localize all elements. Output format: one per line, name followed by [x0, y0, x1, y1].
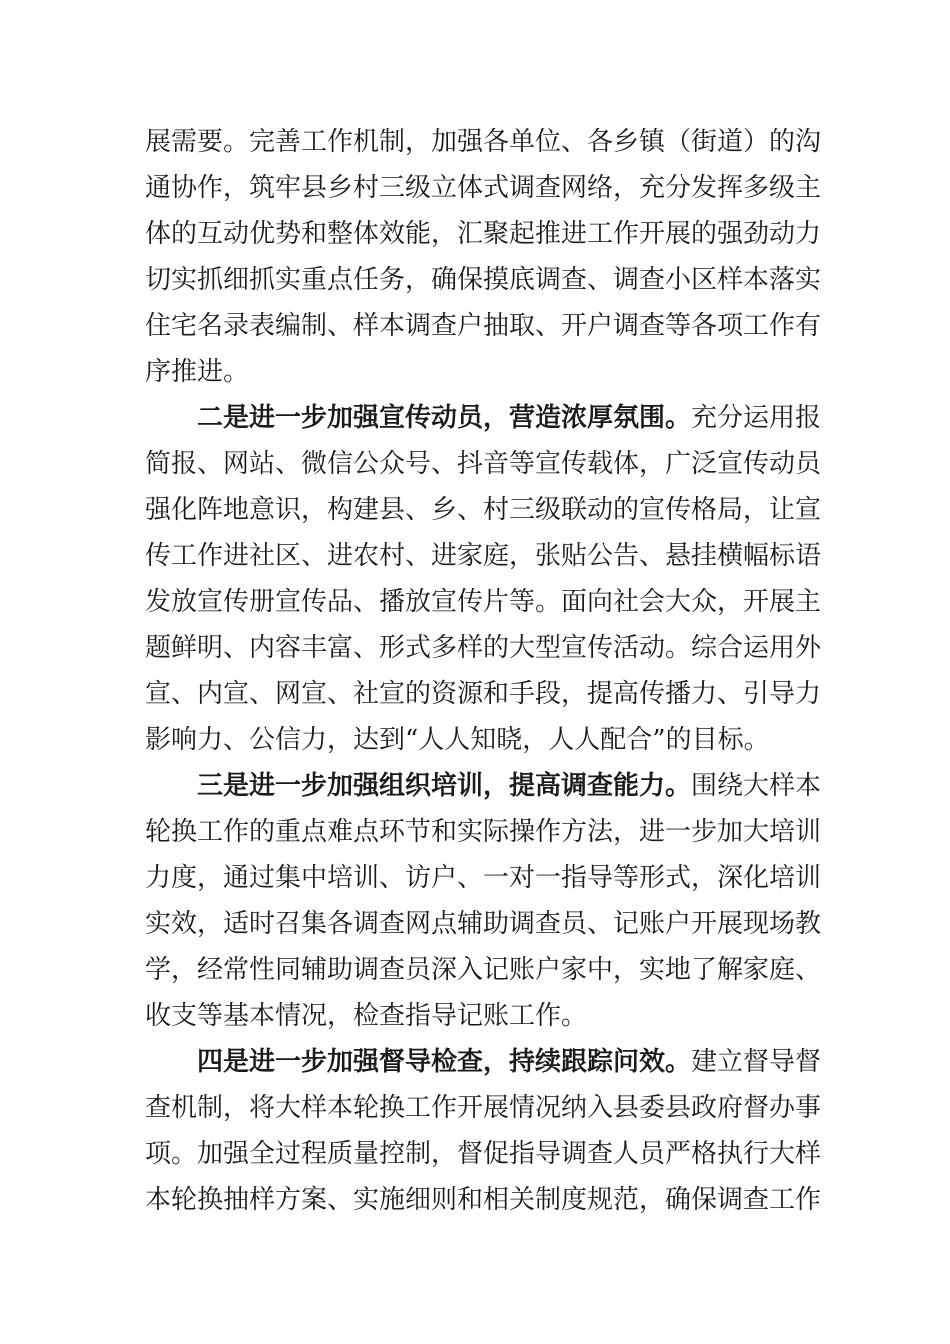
paragraph-2-line-3: 强化阵地意识，构建县、乡、村三级联动的宣传格局，让宣: [145, 495, 822, 525]
paragraph-3-line-3: 力度，通过集中培训、访户、一对一指导等形式，深化培训: [145, 863, 822, 893]
paragraph-3-line-6: 收支等基本情况，检查指导记账工作。: [145, 1001, 588, 1031]
paragraph-2-line-6: 题鲜明、内容丰富、形式多样的大型宣传活动。综合运用外: [145, 633, 822, 663]
paragraph-4-line-2: 查机制，将大样本轮换工作开展情况纳入县委县政府督办事: [145, 1093, 822, 1123]
paragraph-3-line-4: 实效，适时召集各调查网点辅助调查员、记账户开展现场教: [145, 909, 822, 939]
paragraph-4-first-line-text: 建立督导督: [691, 1047, 822, 1077]
paragraph-1-line-3: 体的互动优势和整体效能，汇聚起推进工作开展的强劲动力: [145, 219, 822, 249]
paragraph-3-first-line-text: 围绕大样本: [691, 771, 822, 801]
paragraph-2-line-8: 影响力、公信力，达到“人人知晓，人人配合”的目标。: [145, 725, 770, 755]
paragraph-1-line-1: 展需要。完善工作机制，加强各单位、各乡镇（街道）的沟: [145, 127, 822, 157]
paragraph-2-line-7: 宣、内宣、网宣、社宣的资源和手段，提高传播力、引导力: [145, 679, 822, 709]
paragraph-2-line-4: 传工作进社区、进农村、进家庭，张贴公告、悬挂横幅标语: [145, 541, 822, 571]
paragraph-2-first-line-text: 充分运用报: [691, 403, 822, 433]
paragraph-1-line-2: 通协作，筑牢县乡村三级立体式调查网络，充分发挥多级主: [145, 173, 822, 203]
paragraph-1-line-4: 切实抓细抓实重点任务，确保摸底调查、调查小区样本落实: [145, 265, 822, 295]
paragraph-4-line-1: [197, 1045, 825, 1079]
paragraph-3-line-1: [197, 769, 825, 803]
paragraph-4-heading: 四是进一步加强督导检查，持续跟踪问效。: [197, 1047, 692, 1077]
paragraph-2-line-5: 发放宣传册宣传品、播放宣传片等。面向社会大众，开展主: [145, 587, 822, 617]
paragraph-3-line-5: 学，经常性同辅助调查员深入记账户家中，实地了解家庭、: [145, 955, 822, 985]
paragraph-2-line-2: 简报、网站、微信公众号、抖音等宣传载体，广泛宣传动员: [145, 449, 822, 479]
paragraph-3-heading: 三是进一步加强组织培训，提高调查能力。: [197, 771, 692, 801]
paragraph-4-line-3: 项。加强全过程质量控制，督促指导调查人员严格执行大样: [145, 1139, 822, 1169]
paragraph-4-line-4: 本轮换抽样方案、实施细则和相关制度规范，确保调查工作: [145, 1185, 822, 1215]
paragraph-3-line-2: 轮换工作的重点难点环节和实际操作方法，进一步加大培训: [145, 817, 822, 847]
paragraph-1-line-6: 序推进。: [145, 357, 250, 387]
paragraph-2-line-1: [197, 401, 825, 435]
paragraph-2-heading: 二是进一步加强宣传动员，营造浓厚氛围。: [197, 403, 692, 433]
paragraph-1-line-5: 住宅名录表编制、样本调查户抽取、开户调查等各项工作有: [145, 311, 822, 341]
